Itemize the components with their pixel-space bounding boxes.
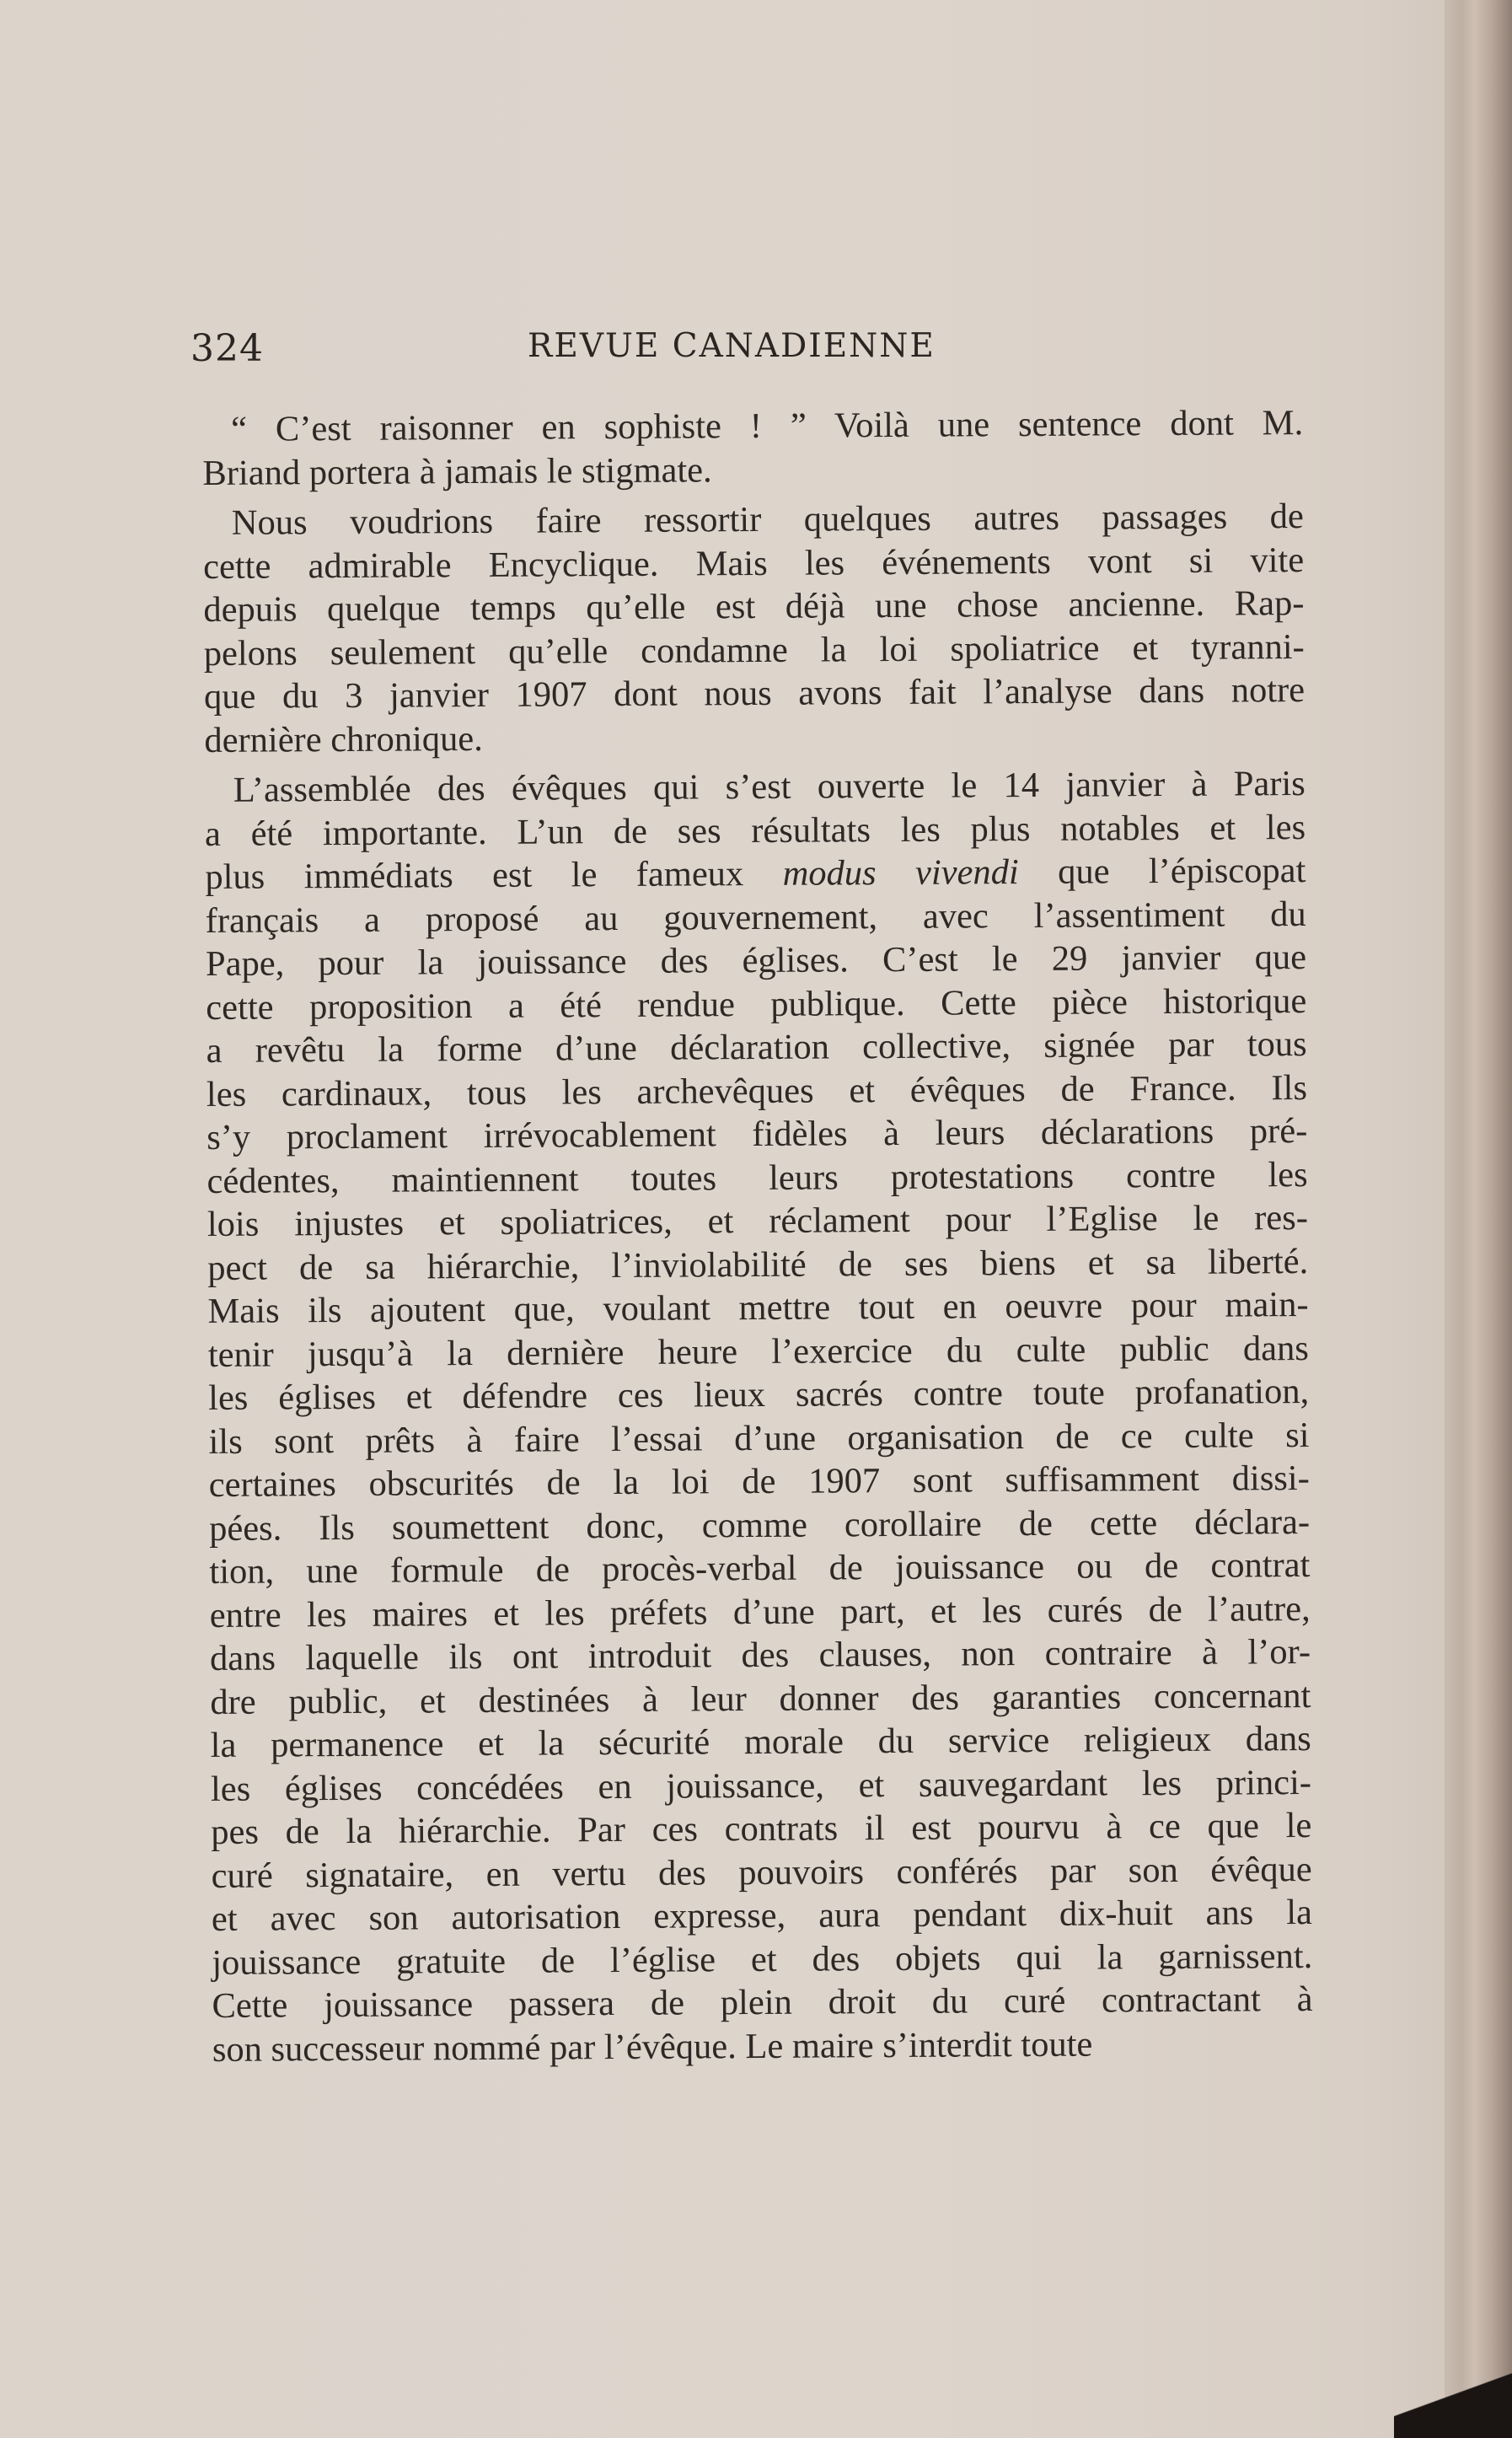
text-line: depuis quelque temps qu’elle est déjà une chose ancienne. Rap- (203, 583, 1305, 630)
text-line: pect de sa hiérarchie, l’inviolabilité de ses biens et sa liberté. (207, 1241, 1309, 1288)
paragraph (203, 495, 1306, 762)
text-line: cette proposition a été rendue publique. Cette pièce historique (206, 980, 1307, 1028)
running-header (190, 327, 974, 378)
page-corner-shadow (1394, 2362, 1512, 2438)
text-line: les cardinaux, tous les archevêques et évêques de France. Ils (206, 1067, 1308, 1114)
text-line: cédentes, maintiennent toutes leurs protestations contre les (206, 1154, 1308, 1201)
text-line: tion, une formule de procès-verbal de jouissance ou de contrat (209, 1544, 1311, 1592)
page-number: 324 (190, 327, 264, 370)
text-line: jouissance gratuite de l’église et des objets qui la garnissent. (212, 1936, 1313, 1983)
text-line: dre public, et destinées à leur donner des garanties concernant (210, 1675, 1311, 1722)
text-line: tenir jusqu’à la dernière heure l’exercice du culte public dans (207, 1328, 1309, 1375)
text-line: ils sont prêts à faire l’essai d’une organisation de ce culte si (208, 1415, 1310, 1462)
italic-phrase: modus vivendi (782, 852, 1019, 894)
text-line: s’y proclament irrévocablement fidèles à leurs déclarations pré- (206, 1111, 1308, 1157)
text-line: Nous voudrions faire ressortir quelques autres passages de (231, 497, 1304, 543)
text-line: a été importante. L’un de ses résultats les plus notables et les (204, 807, 1306, 854)
text-line: a revêtu la forme d’une déclaration collective, signée par tous (206, 1024, 1307, 1071)
text-line: entre les maires et les préfets d’une part, et les curés de l’autre, (209, 1588, 1311, 1635)
text-line: pes de la hiérarchie. Par ces contrats il est pourvu à ce que le (211, 1805, 1312, 1852)
text-line: Briand portera à jamais le stigmate. (202, 449, 712, 493)
text-line: les églises et défendre ces lieux sacrés contre toute profanation, (208, 1372, 1310, 1418)
text-line: pelons seulement qu’elle condamne la loi spoliatrice et tyranni- (203, 626, 1305, 674)
text-line: curé signataire, en vertu des pouvoirs conférés par son évêque (211, 1849, 1312, 1896)
text-line: “ C’est raisonner en sophiste ! ” Voilà une sentence dont M. (231, 403, 1304, 449)
paragraph (202, 401, 1304, 495)
text-line: que du 3 janvier 1907 dont nous avons fait l’analyse dans notre (203, 670, 1306, 717)
text-line: la permanence et la sécurité morale du service religieux dans (210, 1718, 1311, 1765)
text-line: dans laquelle ils ont introduit des clauses, non contraire à l’or- (209, 1631, 1311, 1678)
text-line: Pape, pour la jouissance des églises. C’est le 29 janvier que (205, 937, 1307, 984)
running-title: REVUE CANADIENNE (528, 327, 936, 365)
text-line: son successeur nommé par l’évêque. Le maire s’interdit toute (212, 2024, 1093, 2070)
text-line: Mais ils ajoutent que, voulant mettre tout en oeuvre pour main- (207, 1285, 1309, 1331)
text-line: Cette jouissance passera de plein droit du curé contractant à (212, 1979, 1313, 2026)
text-line: français a proposé au gouvernement, avec l’assentiment du (205, 894, 1306, 941)
text-line: pées. Ils soumettent donc, comme corollaire de cette déclara- (208, 1501, 1311, 1549)
text-line: les églises concédées en jouissance, et sauvegardant les princi- (210, 1762, 1312, 1809)
paragraph (205, 762, 1313, 2071)
text-line: cette admirable Encyclique. Mais les événements vont si vite (203, 540, 1305, 587)
article-body (202, 401, 1313, 2071)
page-binding-edge (1445, 0, 1512, 2438)
text-line: certaines obscurités de la loi de 1907 sont suffisamment dissi- (208, 1458, 1310, 1505)
text-line: L’assemblée des évêques qui s’est ouverte le 14 janvier à Paris (233, 764, 1306, 810)
text-line: et avec son autorisation expresse, aura pendant dix-huit ans la (211, 1892, 1313, 1939)
text-line: plus immédiats est le fameux modus vivendi que l’épiscopat (205, 851, 1306, 897)
text-line: dernière chronique. (204, 718, 483, 760)
text-line: lois injustes et spoliatrices, et réclament pour l’Eglise le res- (206, 1198, 1309, 1244)
